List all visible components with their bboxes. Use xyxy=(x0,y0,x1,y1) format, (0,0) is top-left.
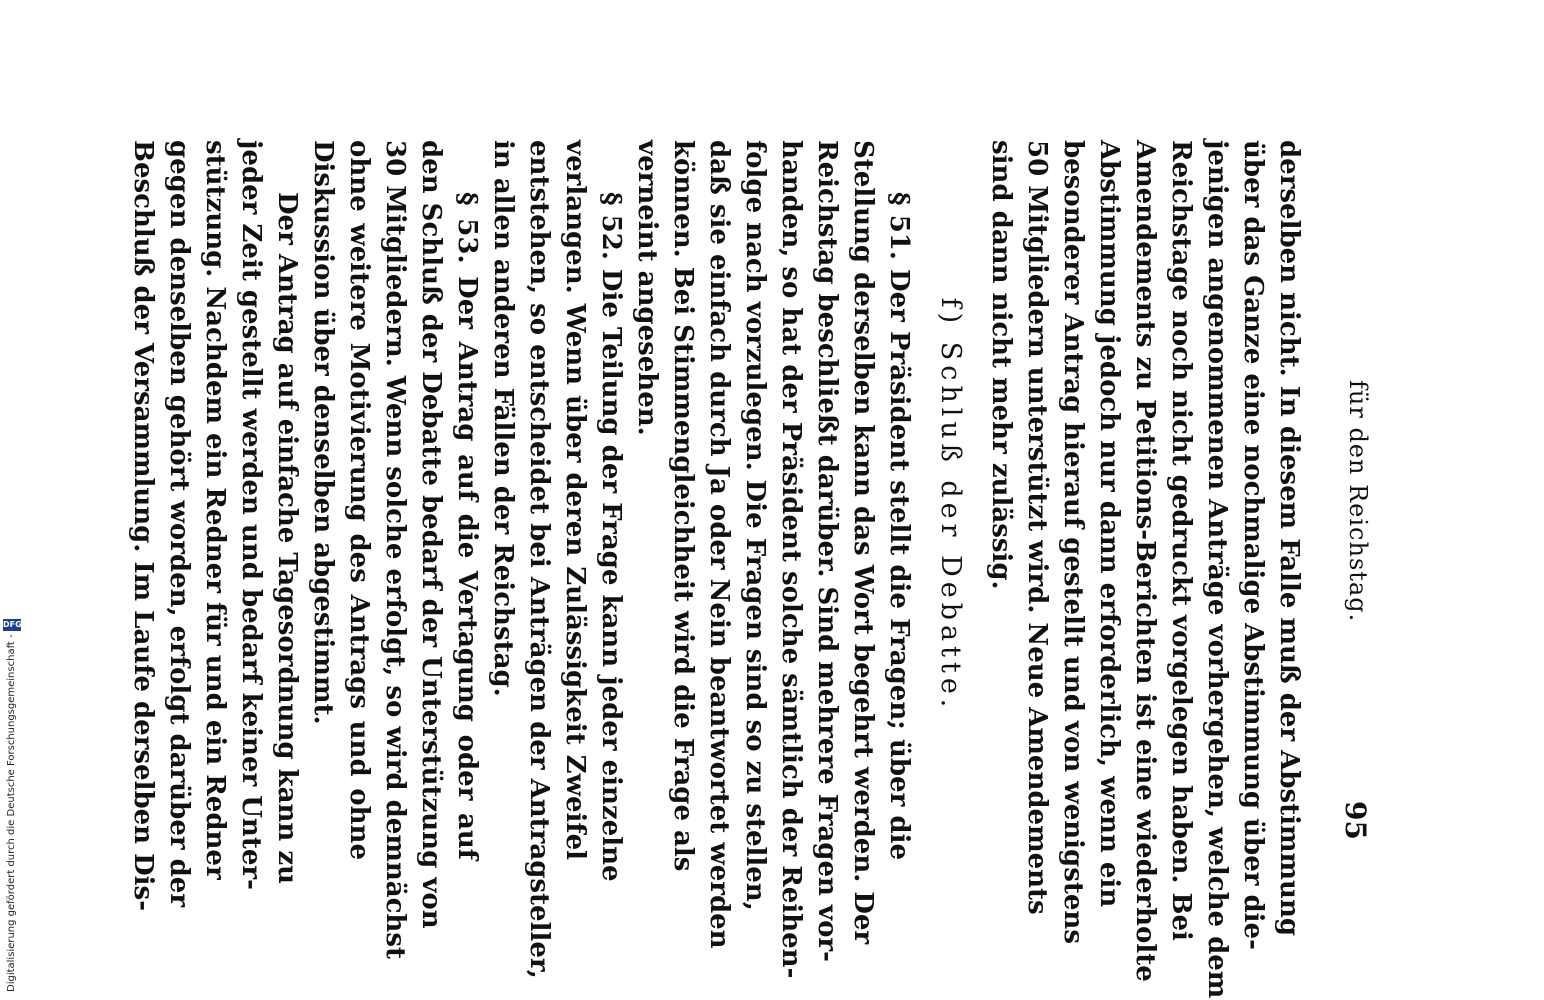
text-line: 50 Mitgliedern unterstützt wird. Neue Amendements xyxy=(1022,140,1052,915)
text-line: jeder Zeit gestellt werden und bedarf keiner Unter- xyxy=(236,140,266,890)
text-line: besonderer Antrag hierauf gestellt und von wenigstens xyxy=(1058,140,1088,944)
text-line: Reichstage noch nicht gedruckt vorgelegen haben. Bei xyxy=(1166,140,1196,941)
text-line: können. Bei Stimmengleichheit wird die Frage als xyxy=(668,140,698,872)
rotated-text-block xyxy=(128,140,1402,999)
running-title: für den Reichstag. xyxy=(1344,380,1372,623)
text-line: § 52. Die Teilung der Frage kann jeder einzelne xyxy=(596,192,626,882)
text-line: § 53. Der Antrag auf die Vertagung oder auf xyxy=(452,192,482,860)
section-heading: f) Schluß der Debatte. xyxy=(935,297,966,713)
text-line: den Schluß der Debatte bedarf der Unterstützung von xyxy=(416,140,446,929)
text-line: 30 Mitgliedern. Wenn solche erfolgt, so wird demnächst xyxy=(380,140,410,959)
text-line: ohne weitere Motivierung des Antrags und ohne xyxy=(344,140,374,860)
text-line: entstehen, so entscheidet bei Anträgen der Antragsteller, xyxy=(524,140,554,979)
text-line: § 51. Der Präsident stellt die Fragen; über die xyxy=(884,192,914,860)
text-line: in allen anderen Fällen der Reichstag. xyxy=(488,140,518,697)
funding-note-rotated xyxy=(2,592,22,992)
text-line: derselben nicht. In diesem Falle muß der Abstimmung xyxy=(1274,140,1304,937)
running-head xyxy=(1332,140,1372,860)
text-line: stützung. Nachdem ein Redner für und ein Redner xyxy=(200,140,230,880)
text-line: Beschluß der Versammlung. Im Laufe derselben Dis- xyxy=(128,140,158,911)
footer-strip xyxy=(0,0,24,1000)
text-line: Reichstag beschließt darüber. Sind mehrere Fragen vor- xyxy=(812,140,842,962)
text-line: gegen denselben gehört worden, erfolgt darüber der xyxy=(164,140,194,908)
text-line: jenigen angenommenen Anträge vorhergehen, welche dem xyxy=(1202,140,1232,999)
text-line: über das Ganze eine nochmalige Abstimmung über die- xyxy=(1238,140,1268,950)
text-line: verneint angesehen. xyxy=(632,140,662,436)
text-line: Abstimmung jedoch nur dann erforderlich, wenn ein xyxy=(1094,140,1124,908)
text-line: Amendements zu Petitions-Berichten ist eine wiederholte xyxy=(1130,140,1160,982)
dfg-logo-icon: DFG xyxy=(3,620,22,630)
page-number: 95 xyxy=(1339,801,1372,840)
text-line: handen, so hat der Präsident solche sämtlich der Reihen- xyxy=(776,140,806,979)
funding-note: Digitalisierung gefördert durch die Deutsche Forschungsgemeinschaft - xyxy=(6,634,17,992)
text-line: verlangen. Wenn über deren Zulässigkeit Zweifel xyxy=(560,140,590,860)
text-line: sind dann nicht mehr zulässig. xyxy=(986,140,1016,590)
text-line: Der Antrag auf einfache Tagesordnung kann zu xyxy=(272,192,302,884)
text-line: folge nach vorzulegen. Die Fragen sind so zu stellen, xyxy=(740,140,770,911)
text-line: Stellung derselben kann das Wort begehrt werden. Der xyxy=(848,140,878,945)
text-line: daß sie einfach durch Ja oder Nein beantwortet werden xyxy=(704,140,734,949)
body-text xyxy=(125,140,1307,999)
text-line: Diskussion über denselben abgestimmt. xyxy=(308,140,338,725)
